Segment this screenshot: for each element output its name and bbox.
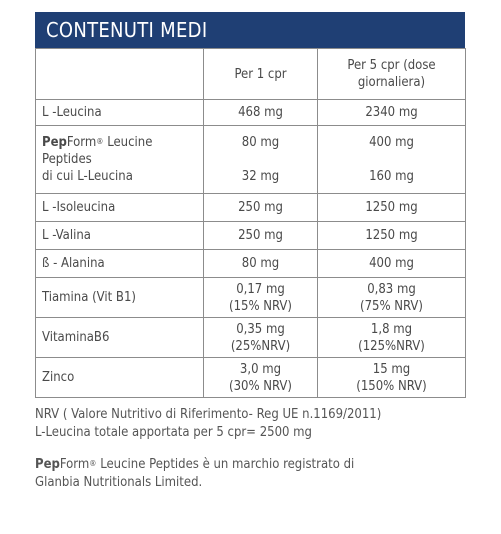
brand-pep: Pep bbox=[42, 135, 67, 150]
table-row bbox=[36, 126, 466, 194]
ingredient-name: L -Isoleucina bbox=[36, 194, 204, 222]
table-row bbox=[36, 222, 466, 250]
registered-mark: ® bbox=[89, 459, 97, 468]
table-row bbox=[36, 100, 466, 126]
header-per-5-line2: giornaliera) bbox=[357, 75, 426, 90]
trademark-note: PepForm® Leucine Peptides è un marchio registrato di bbox=[35, 457, 355, 472]
value-per-5: 15 mg (150% NRV) bbox=[318, 358, 466, 398]
value-per-5: 400 mg 160 mg bbox=[318, 126, 466, 194]
value-per-1: 80 mg 32 mg bbox=[204, 126, 318, 194]
value-per-1: 0,17 mg (15% NRV) bbox=[204, 278, 318, 318]
nutrition-panel bbox=[35, 12, 465, 398]
ingredient-name-line2: Peptides bbox=[42, 152, 92, 167]
value-per-5: 400 mg bbox=[318, 250, 466, 278]
brand-pep: Pep bbox=[35, 457, 60, 472]
value-per-1: 468 mg bbox=[204, 100, 318, 126]
ingredient-name: Zinco bbox=[36, 358, 204, 398]
ingredient-name bbox=[36, 126, 204, 194]
value-per-1: 250 mg bbox=[204, 222, 318, 250]
header-per-1-cpr: Per 1 cpr bbox=[204, 49, 318, 100]
header-per-5-line1: Per 5 cpr (dose bbox=[347, 58, 436, 73]
ingredient-name: Tiamina (Vit B1) bbox=[36, 278, 204, 318]
value-per-5: 2340 mg bbox=[318, 100, 466, 126]
table-row bbox=[36, 250, 466, 278]
value-per-1: 3,0 mg (30% NRV) bbox=[204, 358, 318, 398]
panel-title: CONTENUTI MEDI bbox=[35, 12, 465, 48]
ingredient-name: L -Valina bbox=[36, 222, 204, 250]
header-ingredient bbox=[36, 49, 204, 100]
value-per-5: 1,8 mg (125%NRV) bbox=[318, 318, 466, 358]
trademark-owner: Glanbia Nutritionals Limited. bbox=[35, 475, 203, 490]
table-row bbox=[36, 194, 466, 222]
ingredient-name-rest: Leucine bbox=[103, 135, 153, 150]
table-row bbox=[36, 358, 466, 398]
ingredient-name: ß - Alanina bbox=[36, 250, 204, 278]
ingredient-name: L -Leucina bbox=[36, 100, 204, 126]
value-per-1: 250 mg bbox=[204, 194, 318, 222]
total-leucine-note: L-Leucina totale apportata per 5 cpr= 2500 mg bbox=[35, 425, 312, 440]
registered-mark: ® bbox=[96, 137, 104, 146]
ingredient-name-line3: di cui L-Leucina bbox=[42, 169, 133, 184]
table-header-row bbox=[36, 49, 466, 100]
table-row bbox=[36, 318, 466, 358]
nutrition-table bbox=[35, 48, 466, 398]
brand-form: Form bbox=[66, 135, 97, 150]
value-per-5: 0,83 mg (75% NRV) bbox=[318, 278, 466, 318]
value-per-5: 1250 mg bbox=[318, 222, 466, 250]
brand-form: Form bbox=[59, 457, 90, 472]
value-per-1: 80 mg bbox=[204, 250, 318, 278]
footnotes bbox=[35, 406, 475, 492]
ingredient-name: VitaminaB6 bbox=[36, 318, 204, 358]
nrv-note: NRV ( Valore Nutritivo di Riferimento- Reg UE n.1169/2011) bbox=[35, 407, 382, 422]
header-per-5-cpr bbox=[318, 49, 466, 100]
table-row bbox=[36, 278, 466, 318]
value-per-1: 0,35 mg (25%NRV) bbox=[204, 318, 318, 358]
value-per-5: 1250 mg bbox=[318, 194, 466, 222]
